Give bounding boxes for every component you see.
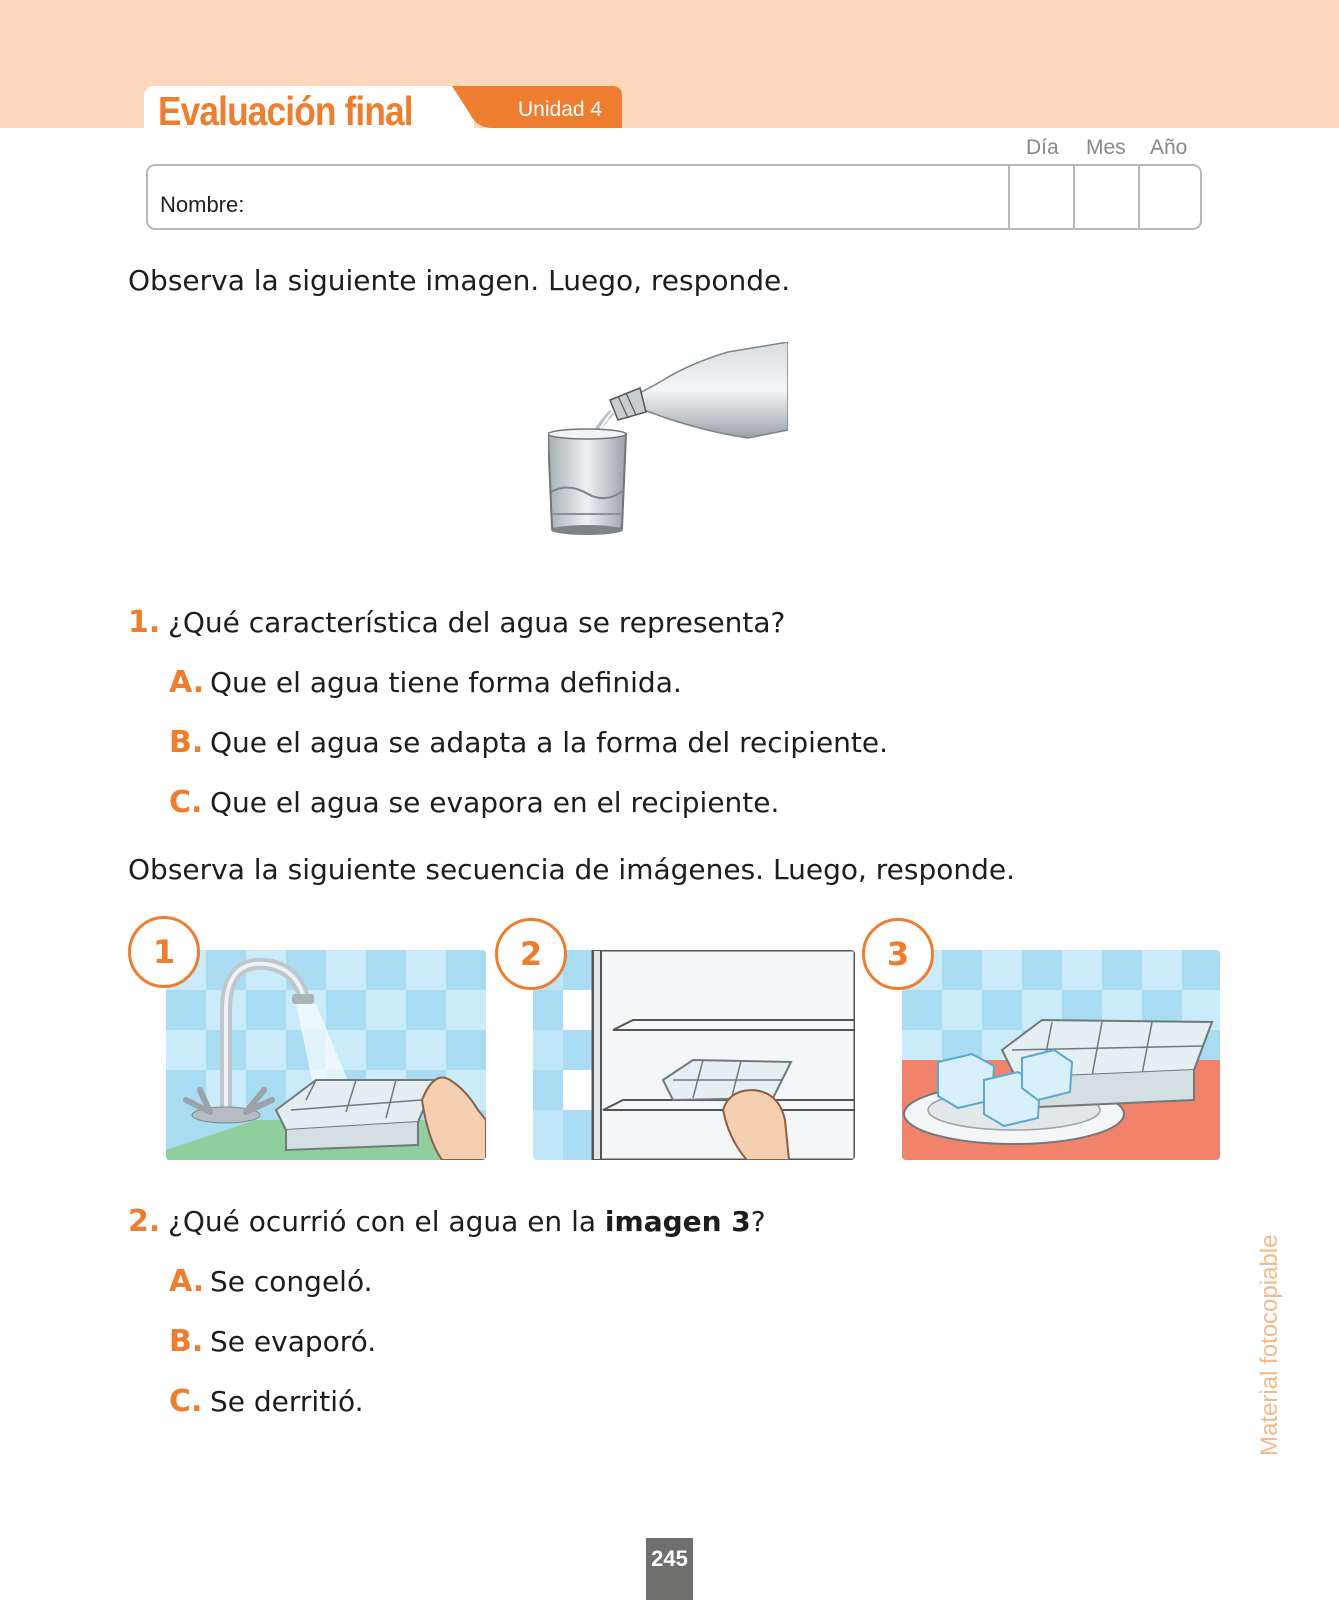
question-2-highlight: imagen 3 (604, 1205, 751, 1238)
q2-option-c-text: Se derritió. (210, 1385, 364, 1418)
q1-option-b-text: Que el agua se adapta a la forma del recipiente. (210, 726, 889, 759)
water-pouring-illustration (548, 342, 788, 546)
name-label: Nombre: (160, 192, 245, 217)
question-2-text (168, 1205, 766, 1238)
q1-option-c-letter: C. (169, 785, 203, 820)
instruction-2: Observa la siguiente secuencia de imágenes. Luego, responde. (128, 853, 1016, 886)
date-label-day: Día (1026, 136, 1059, 159)
q2-option-b-letter: B. (169, 1324, 204, 1359)
question-1-number: 1. (128, 605, 161, 640)
question-2-number: 2. (128, 1204, 161, 1239)
q2-option-b-text: Se evaporó. (210, 1325, 377, 1358)
page-title: Evaluación final (158, 88, 413, 134)
page-number: 245 (646, 1538, 693, 1600)
question-2-text-part: ¿Qué ocurrió con el agua en la (168, 1205, 605, 1238)
q1-option-a-letter: A. (169, 665, 205, 700)
date-label-month: Mes (1086, 136, 1126, 159)
sequence-number-3: 3 (862, 918, 934, 990)
date-label-year: Año (1150, 136, 1188, 159)
box-divider (1008, 166, 1010, 228)
box-divider (1073, 166, 1075, 228)
q1-option-c-text: Que el agua se evapora en el recipiente. (210, 786, 780, 819)
instruction-1: Observa la siguiente imagen. Luego, responde. (128, 264, 791, 297)
unit-label: Unidad 4 (518, 98, 603, 121)
sequence-image-2 (533, 950, 855, 1160)
question-1-text: ¿Qué característica del agua se representa? (168, 606, 786, 639)
sequence-image-3 (902, 950, 1220, 1160)
photocopiable-note: Material fotocopiable (1256, 1234, 1283, 1456)
q1-option-a-text: Que el agua tiene forma definida. (210, 666, 682, 699)
box-divider (1138, 166, 1140, 228)
name-date-box (146, 164, 1202, 230)
q2-option-a-text: Se congeló. (210, 1265, 373, 1298)
q2-option-c-letter: C. (169, 1384, 203, 1419)
q2-option-a-letter: A. (169, 1264, 205, 1299)
question-2-text-end: ? (750, 1205, 766, 1238)
sequence-number-2: 2 (495, 918, 567, 990)
q1-option-b-letter: B. (169, 725, 204, 760)
sequence-image-1 (166, 950, 486, 1160)
sequence-number-1: 1 (128, 916, 200, 988)
